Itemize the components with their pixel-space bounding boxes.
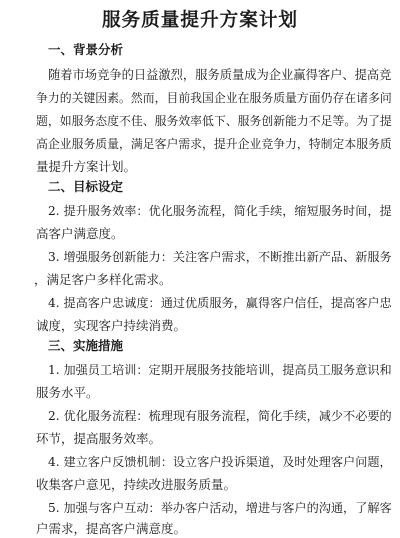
paragraph-line: 环节，提高服务效率。 [36,431,162,446]
section-heading-goals: 二、目标设定 [48,179,124,194]
paragraph-line: 3. 增强服务创新能力：关注客户需求，不断推出新产品、新服务 [48,250,392,264]
paragraph-line: 诚度，实现客户持续消费。 [36,318,187,333]
section-heading-measures: 三、实施措施 [48,338,124,353]
paragraph-line: 争力的关键因素。然而，目前我国企业在服务质量方面仍存在诸多问 [36,91,392,105]
paragraph-line: 服务水平。 [36,385,99,400]
paragraph-line: 高企业服务质量，满足客户需求，提升企业竞争力，特制定本服务质 [36,137,392,151]
paragraph-line: 1. 加强员工培训：定期开展服务技能培训，提高员工服务意识和 [48,363,392,377]
paragraph-line: 题，如服务态度不佳、服务效率低下、服务创新能力不足等。为了提 [36,114,392,128]
paragraph-line: 2. 提升服务效率：优化服务流程，简化手续，缩短服务时间，提 [48,204,392,218]
section-heading-background: 一、背景分析 [48,42,124,57]
paragraph-line: 高客户满意度。 [36,226,124,241]
paragraph-line: 5. 加强与客户互动：举办客户活动，增进与客户的沟通，了解客 [48,501,392,515]
paragraph-line: ，满足客户多样化需求。 [34,272,172,287]
document-title: 服务质量提升方案计划 [101,10,299,31]
paragraph-line: 收集客户意见，持续改进服务质量。 [36,477,237,492]
paragraph-line: 4. 提高客户忠诚度：通过优质服务，赢得客户信任，提高客户忠 [48,296,392,310]
paragraph-line: 4. 建立客户反馈机制：设立客户投诉渠道，及时处理客户问题， [48,455,392,469]
paragraph-line: 量提升方案计划。 [36,159,137,174]
paragraph-line: 户需求，提高客户满意度。 [36,521,187,536]
paragraph-line: 2. 优化服务流程：梳理现有服务流程，简化手续，减少不必要的 [48,409,392,423]
paragraph-line: 随着市场竞争的日益激烈，服务质量成为企业赢得客户、提高竞 [48,68,392,82]
